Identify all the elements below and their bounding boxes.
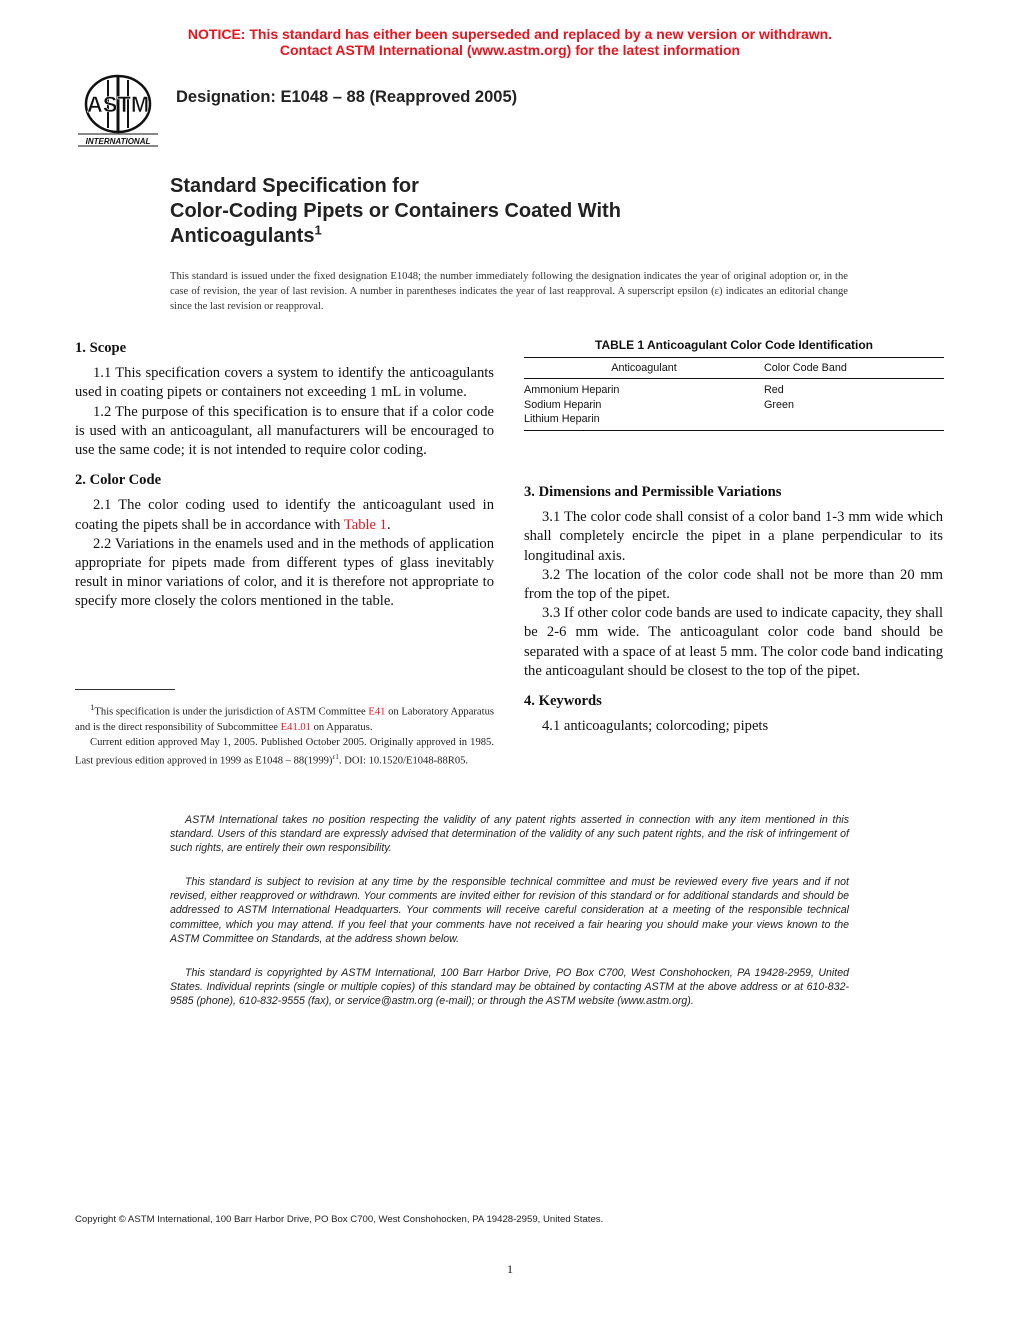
title-line-3 (170, 224, 870, 249)
table-cell: Green (764, 398, 795, 411)
table-cell: Ammonium Heparin (524, 384, 620, 396)
right-column (524, 483, 943, 736)
notice-line-1: NOTICE: This standard has either been superseded and replaced by a new version or withdrawn. (187, 26, 833, 42)
table-cell: Lithium Heparin (524, 413, 600, 425)
table-cell (764, 412, 944, 427)
issue-note: This standard is issued under the fixed designation E1048; the number immediately following the designation indicates the year of original adoption or, in the case of revision, the year of last revision. A number in parentheses indicates the year of last reapproval. A superscript epsilon (ε) indicates an editorial change since the last revision or reapproval. (170, 271, 848, 312)
legal-copyright-text: This standard is copyrighted by ASTM International, 100 Barr Harbor Drive, PO Box C700, West Conshohocken, PA 19428-2959, United States. Individual reprints (single or multiple copies) of this standard may be obtained by contacting ASTM at the above address or at 610-832-9585 (phone), 610-832-9555 (fax), or service@astm.org (e-mail); or through the ASTM website (www.astm.org). (170, 967, 849, 1008)
title-line-3-text: Anticoagulants (170, 225, 315, 247)
table-header-anticoagulant: Anticoagulant (611, 362, 677, 374)
footnote-divider (75, 689, 175, 690)
designation: Designation: E1048 – 88 (Reapproved 2005) (176, 88, 518, 106)
legal-copyright (170, 966, 849, 1009)
logo-subtext: INTERNATIONAL (85, 137, 151, 146)
footnote-edition-text: Current edition approved May 1, 2005. Published October 2005. Originally approved in 1985. Last previous edition approved in 1999 as E1048 – 88(1999) (75, 736, 494, 767)
footnote-para-1 (75, 700, 494, 735)
footnote-text-b: on Laboratory Apparatus and is the direct responsibility of Subcommittee (75, 706, 494, 733)
logo-text: ASTM (86, 92, 150, 117)
copyright-line: Copyright © ASTM International, 100 Barr Harbor Drive, PO Box C700, West Conshohocken, PA 19428-2959, United States. (75, 1214, 604, 1225)
color-code-table (524, 337, 944, 431)
astm-logo-icon (74, 74, 162, 148)
footnote (75, 700, 494, 768)
legal-revision-text: This standard is subject to revision at any time by the responsible technical committee and must be reviewed every five years and if not revised, either reapproved or withdrawn. Your comments are invited either for revision of this standard or for additional standards and should be addressed to ASTM International Headquarters. Your comments will receive careful consideration at a meeting of the responsible technical committee, which you may attend. If you feel that your comments have not received a fair hearing you should make your views known to the ASTM Committee on Standards, at the address shown below. (170, 876, 849, 945)
color-code-para-1 (75, 496, 494, 534)
document-title (170, 174, 870, 249)
footnote-para-2 (75, 735, 494, 769)
keywords-heading: 4. Keywords (524, 693, 602, 710)
footnote-epsilon: ε1 (332, 752, 339, 761)
table-1-link[interactable]: Table 1 (343, 516, 387, 533)
legal-patent (170, 813, 849, 856)
footnote-mark: 1 (90, 702, 95, 712)
table-header-color-band: Color Code Band (764, 362, 847, 374)
scope-para-2: 1.2 The purpose of this specification is to ensure that if a color code is used with an anticoagulant, all manufacturers will be encouraged to use the same code; it is not intended to require color coding. (75, 403, 494, 459)
table-body (524, 379, 944, 430)
table-cell: Sodium Heparin (524, 398, 602, 411)
table-row (524, 412, 944, 427)
dimensions-para-1: 3.1 The color code shall consist of a color band 1-3 mm wide which shall completely encircle the pipet in a plane perpendicular to its longitudinal axis. (524, 509, 943, 564)
title-footnote-mark: 1 (314, 222, 322, 238)
scope-para-1: 1.1 This specification covers a system to identify the anticoagulants used in coating pipets or containers not exceeding 1 mL in volume. (75, 365, 494, 401)
notice-banner (0, 26, 1020, 58)
notice-line-2: Contact ASTM International (www.astm.org) for the latest information (279, 42, 741, 58)
title-line-1: Standard Specification for (170, 175, 419, 197)
title-line-2: Color-Coding Pipets or Containers Coated With (170, 200, 621, 222)
dimensions-para-3: 3.3 If other color code bands are used to indicate capacity, they shall be 2-6 mm wide. The anticoagulant color code band should be separated with a space of at least 5 mm. The color code band indicating the anticoagulant should be closest to the top of the pipet. (524, 605, 943, 679)
keywords-para-1: 4.1 anticoagulants; colorcoding; pipets (542, 718, 769, 735)
footnote-text-a: This specification is under the jurisdiction of ASTM Committee (94, 706, 369, 718)
page-number: 1 (507, 1262, 513, 1276)
table-header-row (524, 358, 944, 378)
table-caption: TABLE 1 Anticoagulant Color Code Identification (595, 338, 873, 352)
astm-logo (74, 74, 162, 148)
scope-heading: 1. Scope (75, 340, 127, 356)
footnote-doi: . DOI: 10.1520/E1048-88R05. (338, 755, 469, 767)
color-code-para-2: 2.2 Variations in the enamels used and in the methods of application appropriate for pipets made from different types of glass inevitably result in minor variations of color, and it is therefore not appropriate to specify more closely the colors mentioned in the table. (75, 535, 494, 610)
table-row (524, 383, 944, 398)
dimensions-para-2: 3.2 The location of the color code shall not be more than 20 mm from the top of the pipet. (524, 566, 943, 603)
color-code-para-1-text: 2.1 The color coding used to identify the anticoagulant used in coating the pipets shall be in accordance with (75, 497, 494, 533)
left-column (75, 339, 494, 612)
table-row (524, 398, 944, 413)
legal-revision (170, 875, 849, 946)
subcommittee-e41-01-link[interactable]: E41.01 (280, 721, 311, 733)
table-cell: Red (764, 384, 784, 396)
footnote-text-c: on Apparatus. (310, 721, 373, 733)
legal-patent-text: ASTM International takes no position respecting the validity of any patent rights asserted in connection with any item mentioned in this standard. Users of this standard are expressly advised that determination of the validity of any such patent rights, and the risk of infringement of such rights, are entirely their own responsibility. (170, 814, 849, 855)
color-code-heading: 2. Color Code (75, 472, 162, 489)
dimensions-heading: 3. Dimensions and Permissible Variations (524, 484, 782, 500)
color-code-para-1-end: . (386, 516, 391, 533)
committee-e41-link[interactable]: E41 (368, 706, 386, 718)
